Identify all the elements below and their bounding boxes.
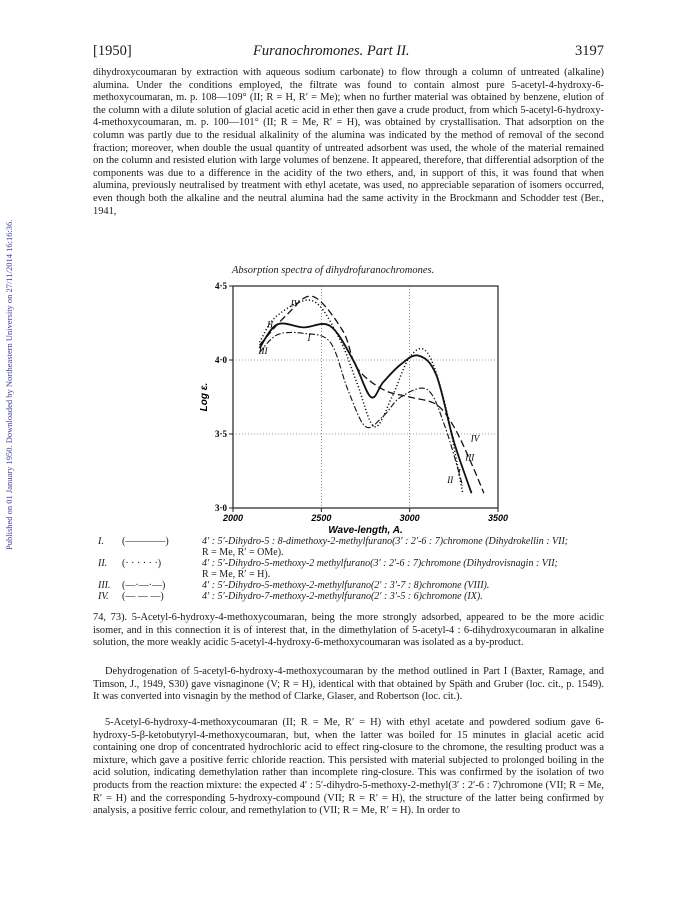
series-line-i — [260, 323, 472, 493]
legend-subtext: R = Me, R′ = H). — [202, 569, 271, 580]
legend-number: IV. — [98, 591, 109, 602]
header-year: [1950] — [93, 43, 132, 59]
figure-legend — [98, 536, 608, 602]
legend-text: 4′ : 5′-Dihydro-5 : 8-dimethoxy-2-methylfurano(3′ : 2′-6 : 7)chromone (Dihydrokellin : VII; — [202, 536, 569, 547]
legend-number: II. — [98, 558, 108, 569]
y-tick-label: 3·5 — [214, 429, 227, 439]
legend-symbol: (— — —) — [122, 591, 164, 602]
legend-text: 4′ : 5′-Dihydro-5-methoxy-2 methylfurano(3′ : 2′-6 : 7)chromone (Dihydrovisnagin : VII; — [202, 558, 558, 569]
paragraph-2: 74, 73). 5-Acetyl-6-hydroxy-4-methoxycoumaran, being the more strongly adsorbed, appeared to be the more acidic isomer, and in this connection it is of interest that, in the dimethylation of 5-acetyl-4 : 6-dihydroxycoumaran in alkaline solution, the more weakly acidic 5-acetyl-4-hydroxy-6-methoxycoumaran was isolated as a by-product. — [93, 612, 604, 649]
curve-label-iii: III — [465, 452, 475, 463]
legend-item — [98, 536, 608, 547]
legend-subtext: R = Me, R′ = OMe). — [202, 547, 284, 558]
absorption-chart — [195, 278, 509, 536]
header-title: Furanochromones. Part II. — [253, 43, 410, 59]
download-watermark: Published on 01 January 1950. Downloaded by Northeastern University on 27/11/2014 16:16:36. — [4, 219, 14, 550]
curve-label-iii: III — [258, 346, 268, 357]
paragraph-4: 5-Acetyl-6-hydroxy-4-methoxycoumaran (II; R = Me, R′ = H) with ethyl acetate and powdered sodium gave 6-hydroxy-5-β-ketobutyryl-4-methoxycoumaran, but, when the latter was boiled for 15 minutes in glacial acetic acid containing one drop of concentrated hydrochloric acid to effect ring-closure to the chromone, the resulting product was a mixture, which gave a positive ferric chloride reaction. This persisted with material subjected to prolonged boiling in the acid solution, indicating demethylation rather than incomplete ring-closure. This was confirmed by the isolation of two products from the reaction mixture: the expected 4′ : 5′-dihydro-5-methoxy-2-methyl(3′ : 2′-6 : 7)chromone (VII; R = Me, R′ = H) and the corresponding 5-hydroxy-compound (VII; R = R′ = H), the structure of the latter being confirmed by analysis, a positive ferric colour, and remethylation to (VII; R = Me, R′ = H). In order to — [93, 717, 604, 817]
y-axis-label: Log ε. — [199, 382, 210, 412]
y-tick-label: 3·0 — [214, 503, 227, 513]
legend-item — [98, 558, 608, 569]
curve-label-i: I — [307, 332, 311, 343]
legend-symbol: (—·—·—) — [122, 580, 166, 591]
legend-symbol: (————) — [122, 536, 169, 547]
y-tick-label: 4·5 — [214, 281, 227, 291]
curve-label-iv: IV — [290, 298, 300, 309]
legend-item — [98, 591, 608, 602]
legend-number: I. — [98, 536, 104, 547]
x-tick-label: 2000 — [222, 513, 244, 523]
figure-caption: Absorption spectra of dihydrofuranochromones. — [232, 265, 435, 276]
running-header — [93, 43, 604, 61]
x-tick-label: 2500 — [311, 513, 332, 523]
x-axis-label: Wave-length, A. — [328, 525, 403, 536]
curve-label-i: I — [457, 467, 461, 478]
chart-axes — [199, 281, 508, 536]
legend-number: III. — [98, 580, 111, 591]
curve-label-ii: II — [447, 474, 454, 485]
curve-label-ii: II — [267, 319, 274, 330]
paragraph-3: Dehydrogenation of 5-acetyl-6-hydroxy-4-methoxycoumaran by the method outlined in Part I (Baxter, Ramage, and Timson, J., 1949, S30) gave visnaginone (V; R = H), identical with that obtained by Späth and Gruber (loc. cit., p. 1549). It was converted into visnagin by the method of Clarke, Glaser, and Robertson (loc. cit.). — [93, 666, 604, 703]
chart-labels — [258, 299, 481, 485]
legend-text: 4′ : 5′-Dihydro-5-methoxy-2-methylfurano(2′ : 3′-7 : 8)chromone (VIII). — [202, 580, 490, 591]
legend-item — [98, 580, 608, 591]
paragraph-1: dihydroxycoumaran by extraction with aqueous sodium carbonate) to flow through a column of untreated (alkaline) alumina. Under the conditions employed, the filtrate was found to contain almost pure 5-acetyl-4-hydroxy-6-methoxycoumaran, m. p. 108—109° (II; R = H, R′ = Me); when no further material was obtained by benzene, elution of the column with a dilute solution of glacial acetic acid in ether then gave a crude product, from which 5-acetyl-6-hydroxy-4-methoxycoumaran, m. p. 100—101° (II; R = Me, R′ = H), was obtained by crystallisation. That adsorption on the column was partly due to the residual alkalinity of the alumina was indicated by the method of removal of the second fraction; moreover, when double the usual quantity of untreated adsorbent was used, the whole of the material remained on the column and resisted elution with large volumes of benzene. It appeared, therefore, that differential adsorption of the components was due to a difference in the acidity of the two ethers, and, in support of this, it was found that when alumina, previously neutralised by treatment with ethyl acetate, was used, no appreciable separation of isomers occurred, even though both the alkaline and the neutral alumina had the same activity in the Brockmann and Schodder test (Ber., 1941, — [93, 67, 604, 217]
legend-text: 4′ : 5′-Dihydro-7-methoxy-2-methylfurano(2′ : 3′-5 : 6)chromone (IX). — [202, 591, 483, 602]
curve-label-iv: IV — [470, 433, 480, 444]
chart-series — [260, 296, 484, 493]
x-tick-label: 3500 — [487, 513, 509, 523]
y-tick-label: 4·0 — [214, 355, 227, 365]
x-tick-label: 3000 — [399, 513, 420, 523]
series-line-iii — [260, 332, 463, 485]
legend-symbol: (· · · · · ·) — [122, 558, 162, 569]
page-number: 3197 — [575, 43, 604, 59]
series-line-ii — [260, 300, 463, 493]
